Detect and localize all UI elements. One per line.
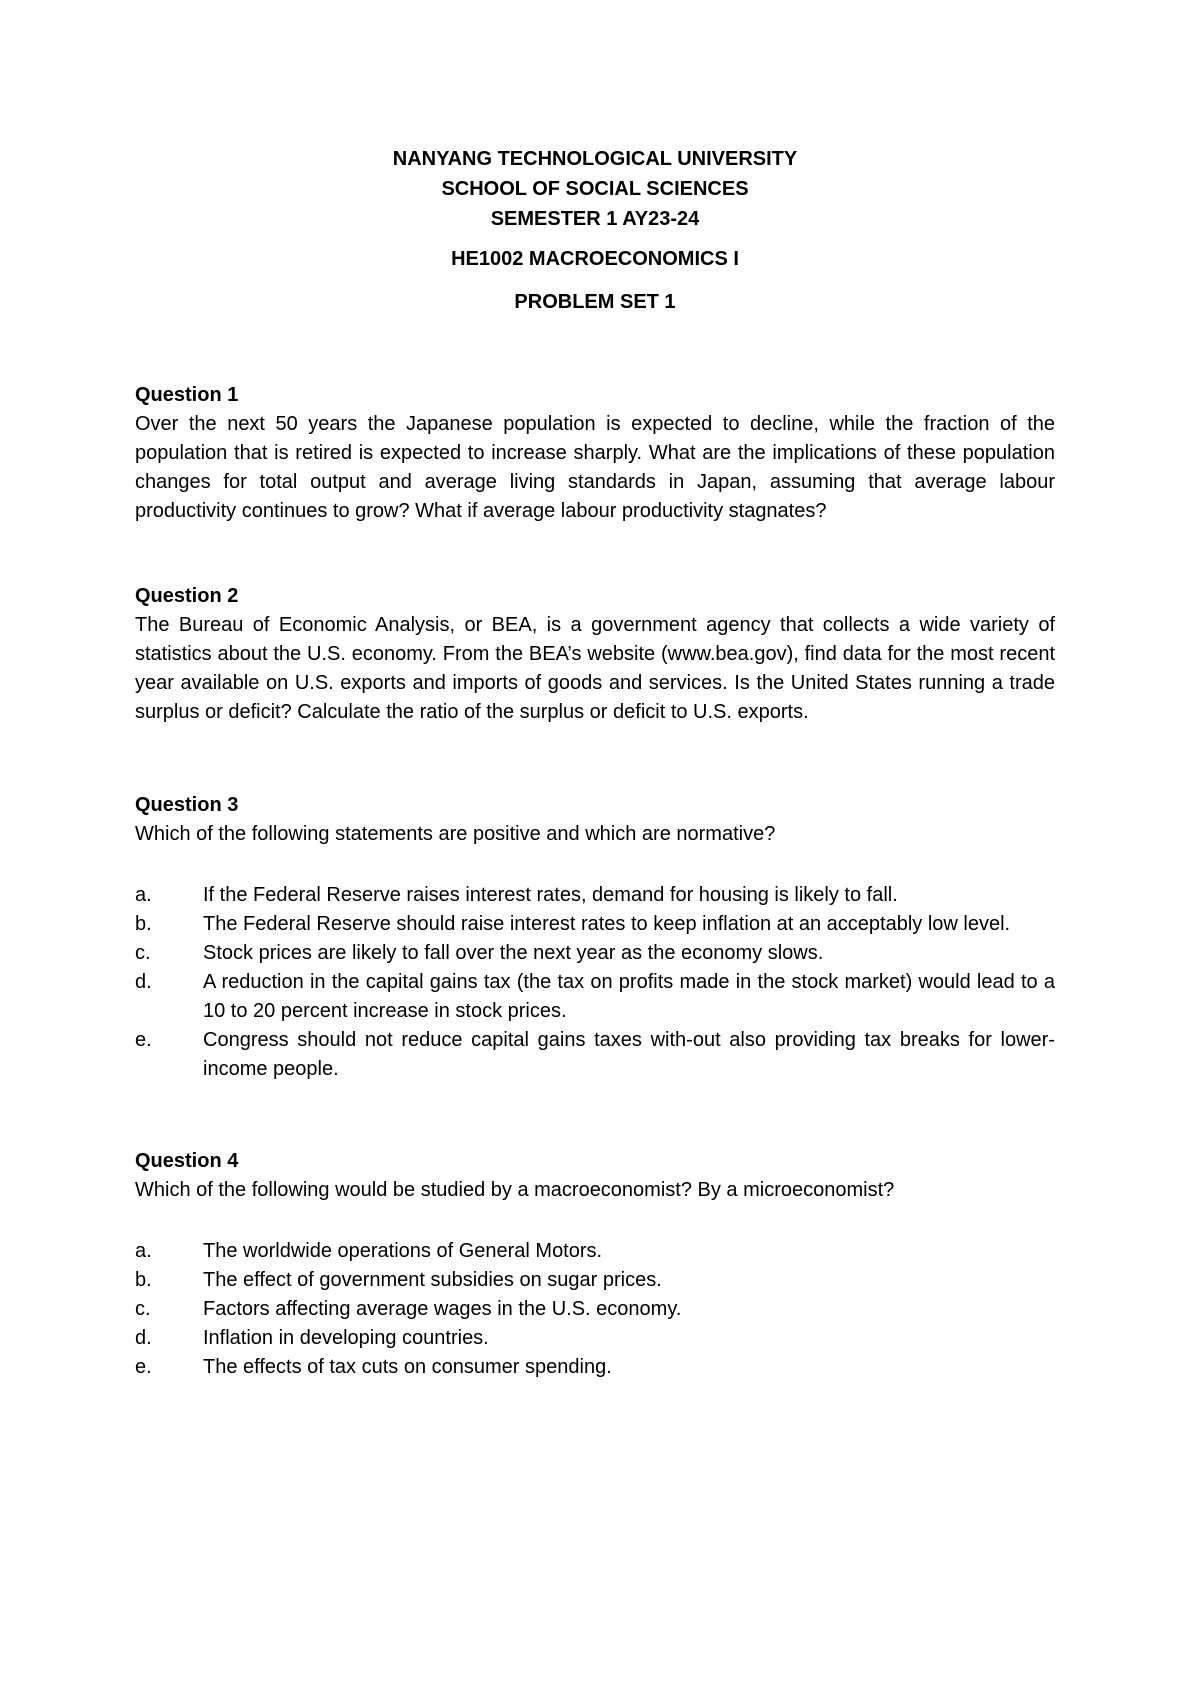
list-item bbox=[135, 1237, 1055, 1266]
option-label: b. bbox=[135, 1269, 152, 1291]
option-text: Factors affecting average wages in the U.S. economy. bbox=[203, 1298, 682, 1320]
option-text: Inflation in developing countries. bbox=[203, 1327, 489, 1349]
university-name: NANYANG TECHNOLOGICAL UNIVERSITY bbox=[392, 148, 798, 170]
question-1-section bbox=[135, 381, 1055, 526]
question-3-options bbox=[135, 881, 1055, 1084]
question-1-heading: Question 1 bbox=[135, 384, 239, 406]
option-label: a. bbox=[135, 884, 152, 906]
question-2-heading: Question 2 bbox=[135, 585, 239, 607]
list-item bbox=[135, 968, 1055, 1026]
option-text: The effect of government subsidies on sugar prices. bbox=[203, 1269, 662, 1291]
option-label: e. bbox=[135, 1029, 152, 1051]
option-text: The Federal Reserve should raise interest rates to keep inflation at an acceptably low level. bbox=[203, 913, 1011, 935]
question-3-section bbox=[135, 791, 1055, 1084]
document-header bbox=[135, 144, 1055, 317]
question-4-heading: Question 4 bbox=[135, 1150, 239, 1172]
option-text: A reduction in the capital gains tax (the tax on profits made in the stock market) would lead to a 10 to 20 percent increase in stock prices. bbox=[203, 971, 1055, 1022]
question-2-body: The Bureau of Economic Analysis, or BEA, is a government agency that collects a wide variety of statistics about the U.S. economy. From the BEA’s website (www.bea.gov), find data for the most recent year available on U.S. exports and imports of goods and services. Is the United States running a trade surplus or deficit? Calculate the ratio of the surplus or deficit to U.S. exports. bbox=[135, 614, 1055, 723]
list-item bbox=[135, 1324, 1055, 1353]
option-label: d. bbox=[135, 1327, 152, 1349]
question-4-section bbox=[135, 1147, 1055, 1382]
option-label: b. bbox=[135, 913, 152, 935]
list-item bbox=[135, 1266, 1055, 1295]
question-4-intro: Which of the following would be studied by a macroeconomist? By a microeconomist? bbox=[135, 1179, 895, 1201]
option-label: c. bbox=[135, 1298, 151, 1320]
option-text: Congress should not reduce capital gains taxes with-out also providing tax breaks for lower-income people. bbox=[203, 1029, 1055, 1080]
list-item bbox=[135, 1295, 1055, 1324]
option-text: Stock prices are likely to fall over the next year as the economy slows. bbox=[203, 942, 824, 964]
question-1-body: Over the next 50 years the Japanese population is expected to decline, while the fraction of the population that is retired is expected to increase sharply. What are the implications of these population changes for total output and average living standards in Japan, assuming that average labour productivity continues to grow? What if average labour productivity stagnates? bbox=[135, 413, 1055, 522]
list-item bbox=[135, 1353, 1055, 1382]
list-item bbox=[135, 939, 1055, 968]
option-label: e. bbox=[135, 1356, 152, 1378]
list-item bbox=[135, 910, 1055, 939]
list-item bbox=[135, 1026, 1055, 1084]
question-3-heading: Question 3 bbox=[135, 794, 239, 816]
option-text: The worldwide operations of General Motors. bbox=[203, 1240, 603, 1262]
option-text: If the Federal Reserve raises interest rates, demand for housing is likely to fall. bbox=[203, 884, 898, 906]
course-title: HE1002 MACROECONOMICS I bbox=[451, 248, 739, 270]
list-item bbox=[135, 881, 1055, 910]
option-label: d. bbox=[135, 971, 152, 993]
semester-line: SEMESTER 1 AY23-24 bbox=[490, 208, 700, 230]
option-label: a. bbox=[135, 1240, 152, 1262]
question-3-intro: Which of the following statements are positive and which are normative? bbox=[135, 823, 776, 845]
question-4-options bbox=[135, 1237, 1055, 1382]
option-text: The effects of tax cuts on consumer spending. bbox=[203, 1356, 612, 1378]
school-name: SCHOOL OF SOCIAL SCIENCES bbox=[441, 178, 749, 200]
page-title: PROBLEM SET 1 bbox=[514, 291, 676, 313]
question-2-section bbox=[135, 582, 1055, 727]
option-label: c. bbox=[135, 942, 151, 964]
